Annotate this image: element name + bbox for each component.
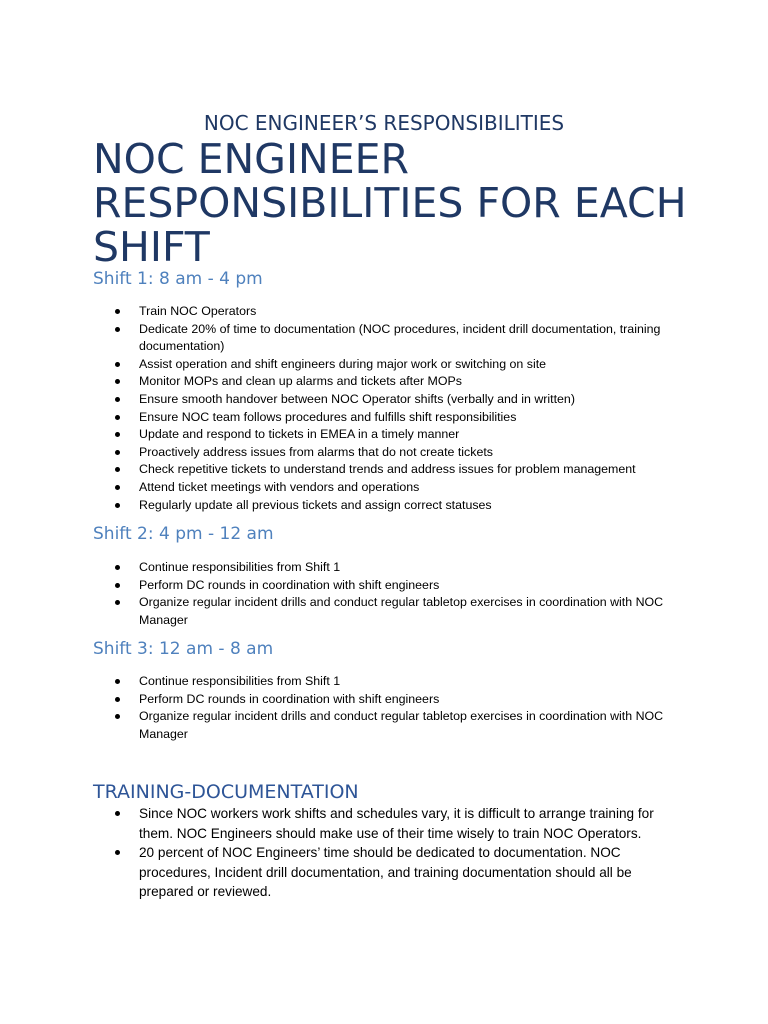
document-title: NOC ENGINEER’S RESPONSIBILITIES — [203, 111, 565, 135]
list-item: Assist operation and shift engineers during major work or switching on site — [139, 356, 679, 374]
list-item: Ensure smooth handover between NOC Operator shifts (verbally and in written) — [139, 391, 679, 409]
list-item: Organize regular incident drills and conduct regular tabletop exercises in coordination with NOC Manager — [139, 594, 679, 629]
list-item: Check repetitive tickets to understand trends and address issues for problem management — [139, 461, 679, 479]
list-item: Dedicate 20% of time to documentation (NOC procedures, incident drill documentation, training documentation) — [139, 321, 679, 356]
list-item: Ensure NOC team follows procedures and fulfills shift responsibilities — [139, 409, 679, 427]
shift-1-heading: Shift 1: 8 am - 4 pm — [93, 269, 263, 289]
main-heading: NOC ENGINEER RESPONSIBILITIES FOR EACH SHIFT — [93, 135, 687, 271]
shift-2-list — [139, 559, 679, 629]
shift-3-heading: Shift 3: 12 am - 8 am — [93, 639, 274, 659]
list-item: Organize regular incident drills and conduct regular tabletop exercises in coordination with NOC Manager — [139, 708, 679, 743]
training-list — [139, 804, 679, 902]
training-heading: TRAINING-DOCUMENTATION — [93, 781, 359, 803]
list-item: Attend ticket meetings with vendors and operations — [139, 479, 679, 497]
shift-1-list — [139, 303, 679, 514]
list-item: Perform DC rounds in coordination with shift engineers — [139, 691, 679, 709]
list-item: Proactively address issues from alarms that do not create tickets — [139, 444, 679, 462]
list-item: Monitor MOPs and clean up alarms and tickets after MOPs — [139, 373, 679, 391]
list-item: Perform DC rounds in coordination with shift engineers — [139, 577, 679, 595]
list-item: Regularly update all previous tickets and assign correct statuses — [139, 497, 679, 515]
list-item: Continue responsibilities from Shift 1 — [139, 673, 679, 691]
list-item: Since NOC workers work shifts and schedules vary, it is difficult to arrange training for them. NOC Engineers should make use of their time wisely to train NOC Operators. — [139, 804, 679, 843]
shift-2-heading: Shift 2: 4 pm - 12 am — [93, 524, 274, 544]
list-item: 20 percent of NOC Engineers’ time should be dedicated to documentation. NOC procedures, Incident drill documentation, and training documentation should all be prepared or reviewed. — [139, 843, 679, 902]
list-item: Continue responsibilities from Shift 1 — [139, 559, 679, 577]
shift-3-list — [139, 673, 679, 743]
list-item: Update and respond to tickets in EMEA in a timely manner — [139, 426, 679, 444]
list-item: Train NOC Operators — [139, 303, 679, 321]
